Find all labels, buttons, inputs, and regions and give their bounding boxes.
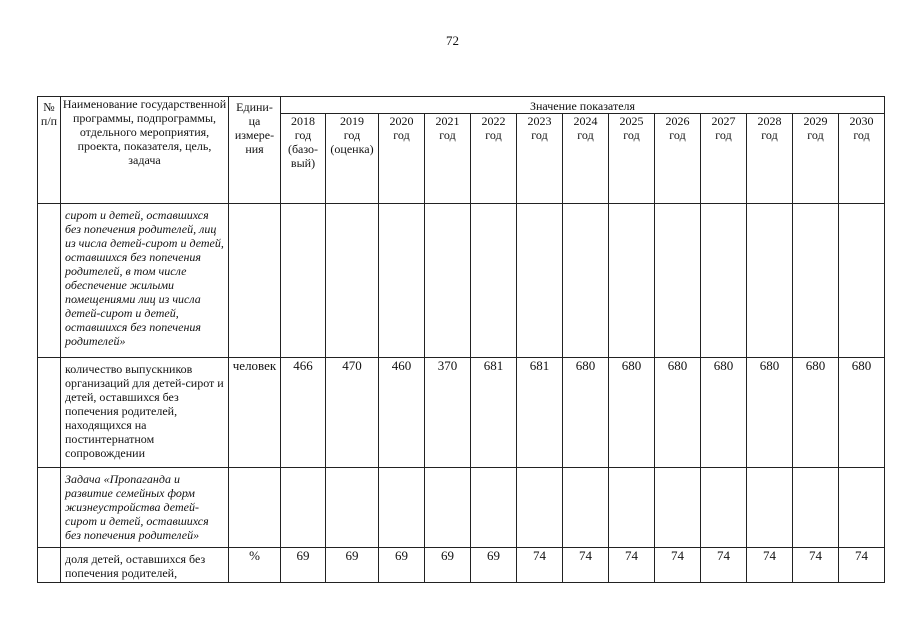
row-unit: % [229, 548, 281, 583]
header-year: 2027 год [701, 114, 747, 204]
value-cell: 74 [839, 548, 885, 583]
value-cell [517, 204, 563, 358]
header-year: 2023 год [517, 114, 563, 204]
value-cell [471, 468, 517, 548]
value-cell [701, 204, 747, 358]
value-cell [379, 204, 425, 358]
value-cell [517, 468, 563, 548]
value-cell: 74 [701, 548, 747, 583]
value-cell: 680 [747, 358, 793, 468]
header-year: 2019 год (оценка) [326, 114, 379, 204]
page-number: 72 [446, 33, 459, 48]
value-cell [609, 468, 655, 548]
value-cell [747, 468, 793, 548]
value-cell [793, 468, 839, 548]
value-cell [281, 204, 326, 358]
row-name: Задача «Пропаганда и развитие семейных форм жизнеустройства детей-сирот и детей, оставшихся без попечения родителей» [61, 468, 229, 548]
value-cell: 680 [793, 358, 839, 468]
row-name: доля детей, оставшихся без попечения родителей, [61, 548, 229, 583]
value-cell [839, 468, 885, 548]
value-cell [655, 204, 701, 358]
value-cell: 74 [655, 548, 701, 583]
value-cell: 681 [471, 358, 517, 468]
header-unit: Едини- ца измере- ния [229, 97, 281, 204]
value-cell [655, 468, 701, 548]
value-cell [563, 468, 609, 548]
row-number [38, 204, 61, 358]
table-row [38, 358, 885, 468]
header-year: 2022 год [471, 114, 517, 204]
header-year: 2024 год [563, 114, 609, 204]
value-cell: 460 [379, 358, 425, 468]
value-cell: 680 [701, 358, 747, 468]
header-year: 2018 год (базо- вый) [281, 114, 326, 204]
table-row [38, 548, 885, 583]
value-cell: 74 [793, 548, 839, 583]
header-year: 2030 год [839, 114, 885, 204]
value-cell: 74 [563, 548, 609, 583]
row-name: количество выпускников организаций для детей-сирот и детей, оставшихся без попечения родителей, находящихся на постинтернатном сопровождении [61, 358, 229, 468]
value-cell: 69 [425, 548, 471, 583]
value-cell [281, 468, 326, 548]
indicator-table [37, 96, 885, 583]
row-unit: человек [229, 358, 281, 468]
row-number [38, 468, 61, 548]
value-cell: 680 [609, 358, 655, 468]
value-cell: 680 [655, 358, 701, 468]
value-cell [425, 204, 471, 358]
table-row [38, 204, 885, 358]
value-cell: 74 [609, 548, 655, 583]
value-cell: 69 [379, 548, 425, 583]
header-name: Наименование государственной программы, подпрограммы, отдельного мероприятия, проекта, показателя, цель, задача [61, 97, 229, 204]
value-cell [793, 204, 839, 358]
value-cell [471, 204, 517, 358]
value-cell: 74 [517, 548, 563, 583]
value-cell [326, 204, 379, 358]
value-cell: 466 [281, 358, 326, 468]
value-cell [326, 468, 379, 548]
value-cell: 69 [471, 548, 517, 583]
value-cell: 680 [839, 358, 885, 468]
value-cell [563, 204, 609, 358]
row-name: сирот и детей, оставшихся без попечения родителей, лиц из числа детей-сирот и детей, оставшихся без попечения родителей, в том числе обеспечение жилыми помещениями лиц из числа детей-сирот и детей, оставшихся без попечения родителей» [61, 204, 229, 358]
table-row [38, 468, 885, 548]
value-cell [609, 204, 655, 358]
value-cell [701, 468, 747, 548]
header-year: 2029 год [793, 114, 839, 204]
header-year: 2025 год [609, 114, 655, 204]
header-number: № п/п [38, 97, 61, 204]
value-cell: 69 [281, 548, 326, 583]
value-cell [839, 204, 885, 358]
row-number [38, 358, 61, 468]
value-cell [379, 468, 425, 548]
value-cell: 74 [747, 548, 793, 583]
row-number [38, 548, 61, 583]
value-cell: 680 [563, 358, 609, 468]
value-cell: 470 [326, 358, 379, 468]
value-cell: 69 [326, 548, 379, 583]
header-year: 2028 год [747, 114, 793, 204]
value-cell [747, 204, 793, 358]
value-cell: 370 [425, 358, 471, 468]
row-unit [229, 204, 281, 358]
value-cell: 681 [517, 358, 563, 468]
header-year: 2020 год [379, 114, 425, 204]
header-values: Значение показателя [281, 97, 885, 114]
row-unit [229, 468, 281, 548]
header-year: 2026 год [655, 114, 701, 204]
header-year: 2021 год [425, 114, 471, 204]
value-cell [425, 468, 471, 548]
